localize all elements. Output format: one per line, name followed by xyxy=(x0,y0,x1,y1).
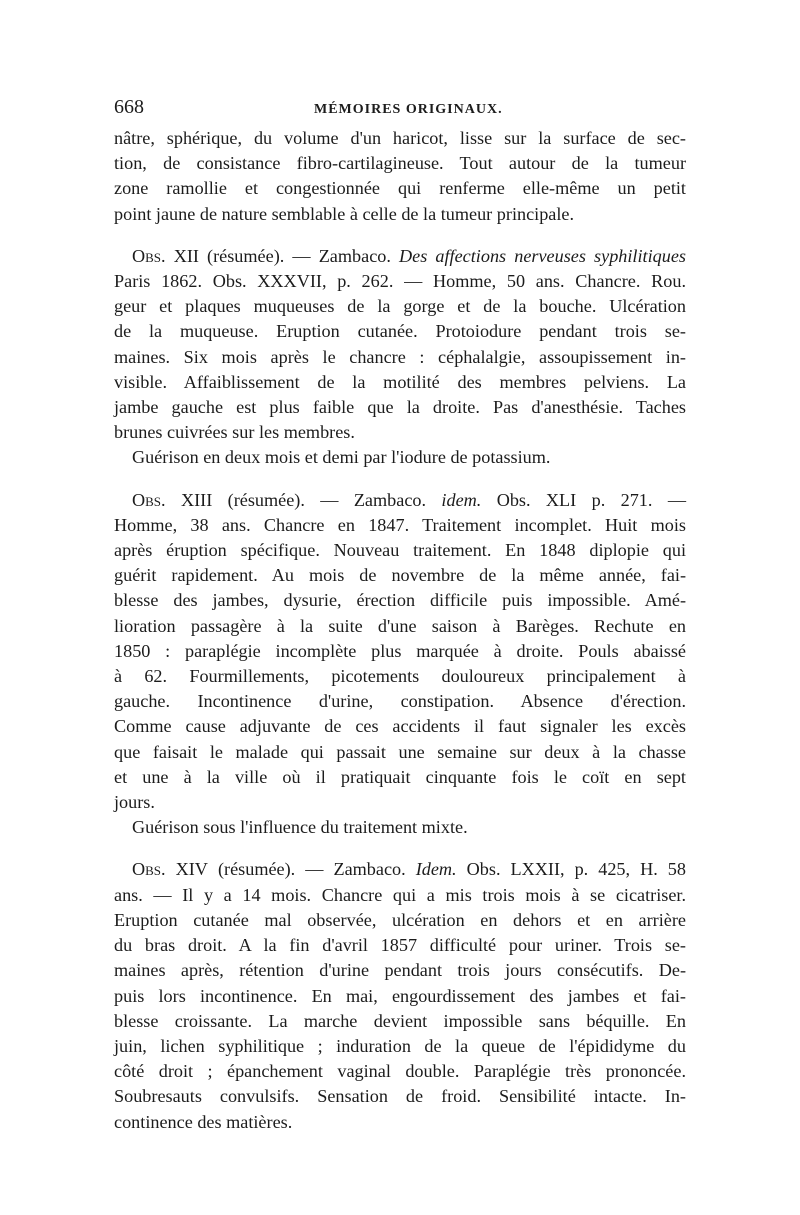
idem-italic: idem. xyxy=(441,489,482,510)
text-line: maines. Six mois après le chancre : céphalalgie, assoupissement in- xyxy=(114,346,686,367)
text-line: continence des matières. xyxy=(114,1111,293,1132)
text-line: après éruption spécifique. Nouveau traitement. En 1848 diplopie qui xyxy=(114,540,686,561)
text-line: puis lors incontinence. En mai, engourdissement des jambes et fai- xyxy=(114,985,686,1006)
text-line: côté droit ; épanchement vaginal double. Paraplégie très prononcée. xyxy=(114,1061,686,1082)
paragraph-gap xyxy=(114,840,686,857)
text-line: brunes cuivrées sur les membres. xyxy=(114,422,355,443)
heading-text: Obs. LXXII, p. 425, H. 58 xyxy=(456,859,686,880)
paragraph-gap xyxy=(114,471,686,488)
text-line: de la muqueuse. Eruption cutanée. Protoiodure pendant trois se- xyxy=(114,321,686,342)
text-line: à 62. Fourmillements, picotements douloureux principalement à xyxy=(114,666,686,687)
idem-italic: Idem. xyxy=(415,859,457,880)
heading-text: Obs. XLI p. 271. — xyxy=(481,489,687,510)
text-line: du bras droit. A la fin d'avril 1857 difficulté pour uriner. Trois se- xyxy=(114,935,686,956)
observation-label: Obs. XIII xyxy=(132,489,213,510)
text-line: Comme cause adjuvante de ces accidents il faut signaler les excès xyxy=(114,716,686,737)
observation-13-result: Guérison sous l'influence du traitement mixte. xyxy=(132,817,468,838)
intro-paragraph xyxy=(114,126,686,227)
text-line: lioration passagère à la suite d'une saison à Barèges. Rechute en xyxy=(114,615,686,636)
running-title: MÉMOIRES ORIGINAUX. xyxy=(314,102,503,117)
observation-12-heading-line xyxy=(114,244,686,269)
text-line: et une à la ville où il pratiquait cinquante fois le coït en sept xyxy=(114,766,686,787)
book-title: Des affections nerveuses syphilitiques xyxy=(399,245,686,266)
heading-text: (résumée). — Zambaco. xyxy=(212,489,442,510)
text-line: jours. xyxy=(114,792,155,813)
text-line: tion, de consistance fibro-cartilagineuse. Tout autour de la tumeur xyxy=(114,153,686,174)
text-line: blesse croissante. La marche devient impossible sans béquille. En xyxy=(114,1010,686,1031)
observation-14 xyxy=(114,857,686,1134)
page-number: 668 xyxy=(114,96,144,118)
text-line: 1850 : paraplégie incomplète plus marquée à droite. Pouls abaissé xyxy=(114,640,686,661)
heading-text: (résumée). — Zambaco. xyxy=(207,859,416,880)
observation-label: Obs. XII xyxy=(132,245,199,266)
heading-text: (résumée). — Zambaco. xyxy=(198,245,400,266)
text-line: juin, lichen syphilitique ; induration de la queue de l'épididyme du xyxy=(114,1035,686,1056)
text-line: guérit rapidement. Au mois de novembre de la même année, fai- xyxy=(114,565,686,586)
observation-14-heading-line xyxy=(114,857,686,882)
text-line: nâtre, sphérique, du volume d'un haricot, lisse sur la surface de sec- xyxy=(114,128,686,148)
text-line: que faisait le malade qui passait une semaine sur deux à la chasse xyxy=(114,741,686,762)
observation-12 xyxy=(114,244,686,471)
text-line: jambe gauche est plus faible que la droite. Pas d'anesthésie. Taches xyxy=(114,397,686,418)
book-page xyxy=(114,96,686,1135)
paragraph-gap xyxy=(114,227,686,244)
text-line: geur et plaques muqueuses de la gorge et de la bouche. Ulcération xyxy=(114,296,686,317)
observation-label: Obs. XIV xyxy=(132,859,208,880)
observation-12-result: Guérison en deux mois et demi par l'iodure de potassium. xyxy=(132,447,551,468)
observation-13-heading-line xyxy=(114,488,686,513)
text-line: blesse des jambes, dysurie, érection difficile puis impossible. Amé- xyxy=(114,590,686,611)
text-line: maines après, rétention d'urine pendant trois jours consécutifs. De- xyxy=(114,960,686,981)
text-line: gauche. Incontinence d'urine, constipation. Absence d'érection. xyxy=(114,691,686,712)
text-line: Eruption cutanée mal observée, ulcération en dehors et en arrière xyxy=(114,909,686,930)
observation-13 xyxy=(114,488,686,841)
text-line: point jaune de nature semblable à celle de la tumeur principale. xyxy=(114,203,575,224)
text-line: ans. — Il y a 14 mois. Chancre qui a mis trois mois à se cicatriser. xyxy=(114,884,686,905)
text-line: zone ramollie et congestionnée qui renferme elle-même un petit xyxy=(114,178,686,199)
text-line: visible. Affaiblissement de la motilité des membres pelviens. La xyxy=(114,371,686,392)
page-header xyxy=(114,96,686,122)
text-line: Soubresauts convulsifs. Sensation de froid. Sensibilité intacte. In- xyxy=(114,1086,686,1107)
text-line: Paris 1862. Obs. XXXVII, p. 262. — Homme, 50 ans. Chancre. Rou. xyxy=(114,271,686,292)
text-line: Homme, 38 ans. Chancre en 1847. Traitement incomplet. Huit mois xyxy=(114,514,686,535)
